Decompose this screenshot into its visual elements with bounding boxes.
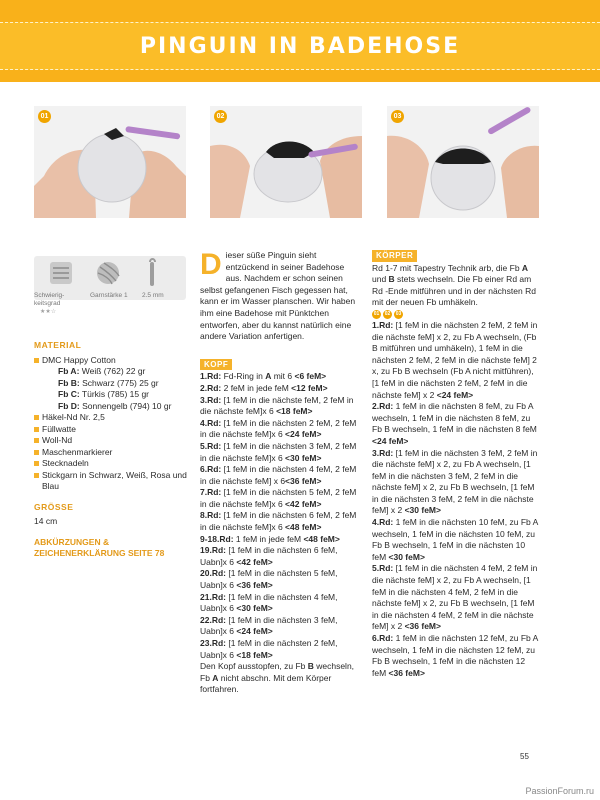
kopf-row: 5.Rd: [1 feM in die nächsten 3 feM, 2 feM in die nächste feM]x 6 <30 feM> <box>200 440 357 463</box>
kopf-row: 23.Rd: [1 feM in die nächsten 2 feM, Uabn]x 6 <18 feM> <box>200 638 338 660</box>
color-value: Türkis (785) 15 gr <box>79 389 150 399</box>
yarn-weight-label: Garnstärke 1 <box>90 292 128 299</box>
title-banner <box>0 0 600 82</box>
color-key: Fb C: <box>58 389 80 399</box>
list-item: Stickgarn in Schwarz, Weiß, Rosa und Blau <box>34 470 194 493</box>
color-key: Fb B: <box>58 377 80 388</box>
kopf-row: 21.Rd: [1 feM in die nächsten 4 feM, Uabn]x 6 <30 feM> <box>200 591 338 614</box>
kopf-rows <box>200 371 358 661</box>
difficulty-icon <box>50 262 72 284</box>
kopf-row: 22.Rd: [1 feM in die nächsten 3 feM, Uabn]x 6 <24 feM> <box>200 614 338 637</box>
koerper-row: 4.Rd: 1 feM in die nächsten 10 feM, zu Fb A wechseln, 1 feM in die nächsten 10 feM, zu Fb B wechseln, 1 feM in die nächsten 10 feM <30 feM> <box>372 517 538 562</box>
step-photo-1 <box>34 106 186 218</box>
list-item: Maschenmarkierer <box>34 447 194 459</box>
step-badge-2: 02 <box>214 110 227 123</box>
difficulty-stars: ★★☆ <box>40 309 57 315</box>
color-value: Sonnengelb (794) 10 gr <box>79 400 172 411</box>
kopf-row: 4.Rd: [1 feM in die nächsten 2 feM, 2 feM in die nächste feM]x 6 <24 feM> <box>200 417 357 440</box>
koerper-row: 6.Rd: 1 feM in die nächsten 12 feM, zu Fb A wechseln, 1 feM in die nächsten 12 feM, zu Fb B wechseln, 1 feM in die nächsten 12 feM <36 feM> <box>372 633 538 678</box>
list-item: Stecknadeln <box>34 458 194 470</box>
page-number: 55 <box>520 752 529 761</box>
kopf-row: 7.Rd: [1 feM in die nächsten 5 feM, 2 feM in die nächste feM]x 6 <42 feM> <box>200 487 357 509</box>
step-photo-2-illustration <box>210 106 362 218</box>
yarn-name: DMC Happy Cotton <box>42 354 116 365</box>
color-item <box>34 389 194 401</box>
koerper-row: 1.Rd: [1 feM in die nächsten 2 feM, 2 feM in die nächste feM] x 2, zu Fb A wechseln, (Fb B mitführen und umhäkeln), 1 feM in die nächsten 2 feM, 2 feM in die nächste feM] 2 x, zu Fb B wechseln (Fb A nicht mitführen), [1 feM in die nächsten 2 feM, 2 feM in die nächste feM] x 2 <24 feM> <box>372 319 538 400</box>
kopf-row: 3.Rd: [1 feM in die nächste feM, 2 feM in die nächste feM]x 6 <18 feM> <box>200 394 354 417</box>
material-list-tools <box>34 412 194 493</box>
step-badge-1: 01 <box>38 110 51 123</box>
drop-cap: D <box>200 248 222 281</box>
koerper-row: 5.Rd: [1 feM in die nächsten 4 feM, 2 feM in die nächste feM] x 2, zu Fb A wechseln, [1 feM in die nächsten 4 feM, 2 feM in die nächste feM] x 2, zu Fb B wechseln, [1 feM in die nächsten 4 feM, 2 feM in die nächste feM] x 2 <36 feM> <box>372 563 538 632</box>
list-item <box>34 355 194 367</box>
material-heading: MATERIAL <box>34 340 82 350</box>
kopf-heading: KOPF <box>200 359 232 371</box>
koerper-row: 2.Rd: 1 feM in die nächsten 8 feM, zu Fb A wechseln, 1 feM in die nächsten 8 feM, zu Fb B wechseln, 1 feM in die nächsten 8 feM <24 feM> <box>372 401 537 446</box>
step-photo-1-illustration <box>34 106 186 218</box>
head-column <box>200 250 358 696</box>
color-item <box>34 366 194 378</box>
step-dot: 03 <box>394 310 403 319</box>
kopf-row: 19.Rd: [1 feM in die nächsten 6 feM, Uabn]x 6 <42 feM> <box>200 545 338 567</box>
crochet-hook-icon <box>150 259 155 286</box>
watermark: PassionForum.ru <box>525 786 594 796</box>
step-badge-3: 03 <box>391 110 404 123</box>
difficulty-label: Schwierig- keitsgrad <box>34 292 65 307</box>
size-heading: GRÖSSE <box>34 501 74 512</box>
intro-text: ieser süße Pinguin sieht entzückend in seiner Badehose aus. Nachdem er schon seinen selbst gefangenen Fisch gegessen hat, kann er im Wasser planschen. Wir haben ihm eine Badehose mit Pünktchen entworfen, aber du kannst natürlich eine andere Variation anfertigen. <box>200 250 356 342</box>
step-dot: 01 <box>372 310 381 319</box>
materials-column <box>34 340 194 559</box>
material-list <box>34 355 194 367</box>
abbreviations-note: ABKÜRZUNGEN & ZEICHENERKLÄRUNG SEITE 78 <box>34 536 165 558</box>
kopf-row: 9-18.Rd: 1 feM in jede feM <48 feM> <box>200 533 340 544</box>
size-value: 14 cm <box>34 516 58 526</box>
list-item: Woll-Nd <box>34 435 194 447</box>
kopf-row: 1.Rd: Fd-Ring in A mit 6 <6 feM> <box>200 371 327 382</box>
step-photo-3-illustration <box>387 106 539 218</box>
step-dots <box>372 310 540 319</box>
kopf-row: 20.Rd: [1 feM in die nächsten 5 feM, Uabn]x 6 <36 feM> <box>200 568 338 591</box>
kopf-row: 2.Rd: 2 feM in jede feM <12 feM> <box>200 382 328 393</box>
color-item <box>34 401 194 413</box>
koerper-heading: KÖRPER <box>372 250 417 262</box>
step-photo-3 <box>387 106 539 218</box>
list-item: Füllwatte <box>34 424 194 436</box>
color-key: Fb A: <box>58 366 80 376</box>
step-photo-2 <box>210 106 362 218</box>
title-stripe <box>0 22 600 70</box>
list-item: Häkel-Nd Nr. 2,5 <box>34 412 194 424</box>
page-title: PINGUIN IN BADEHOSE <box>139 33 461 59</box>
body-column <box>372 250 540 679</box>
intro-paragraph <box>200 250 358 343</box>
info-icons <box>34 256 186 292</box>
koerper-row: 3.Rd: [1 feM in die nächsten 3 feM, 2 feM in die nächste feM] x 2, zu Fb A wechseln, [1 feM in die nächsten 3 feM, 2 feM in die nächste feM] x 2, zu Fb B wechseln, [1 feM in die nächsten 3 feM, 2 feM in die nächste feM] x 2 <30 feM> <box>372 447 538 516</box>
color-value: Schwarz (775) 25 gr <box>79 377 159 388</box>
color-key: Fb D: <box>58 400 80 411</box>
kopf-row: 8.Rd: [1 feM in die nächsten 6 feM, 2 feM in die nächste feM]x 6 <48 feM> <box>200 510 357 533</box>
kopf-row: 6.Rd: [1 feM in die nächsten 4 feM, 2 feM in die nächste feM] x 6<36 feM> <box>200 464 357 486</box>
yarn-ball-icon <box>97 262 119 284</box>
kopf-ending: Den Kopf ausstopfen, zu Fb B wechseln, Fb A nicht abschn. Mit dem Körper fortfahren. <box>200 661 355 695</box>
color-item <box>34 378 194 390</box>
koerper-intro: Rd 1-7 mit Tapestry Technik arb, die Fb A und B stets wechseln. Die Fb einer Rd am Rd -Ende mitführen und in der nächsten Rd mit der neuen Fb umhäkeln. <box>372 262 536 308</box>
hook-size-label: 2.5 mm <box>142 292 164 299</box>
color-value: Weiß (762) 22 gr <box>79 366 146 376</box>
koerper-rows <box>372 320 540 679</box>
step-dot: 02 <box>383 310 392 319</box>
